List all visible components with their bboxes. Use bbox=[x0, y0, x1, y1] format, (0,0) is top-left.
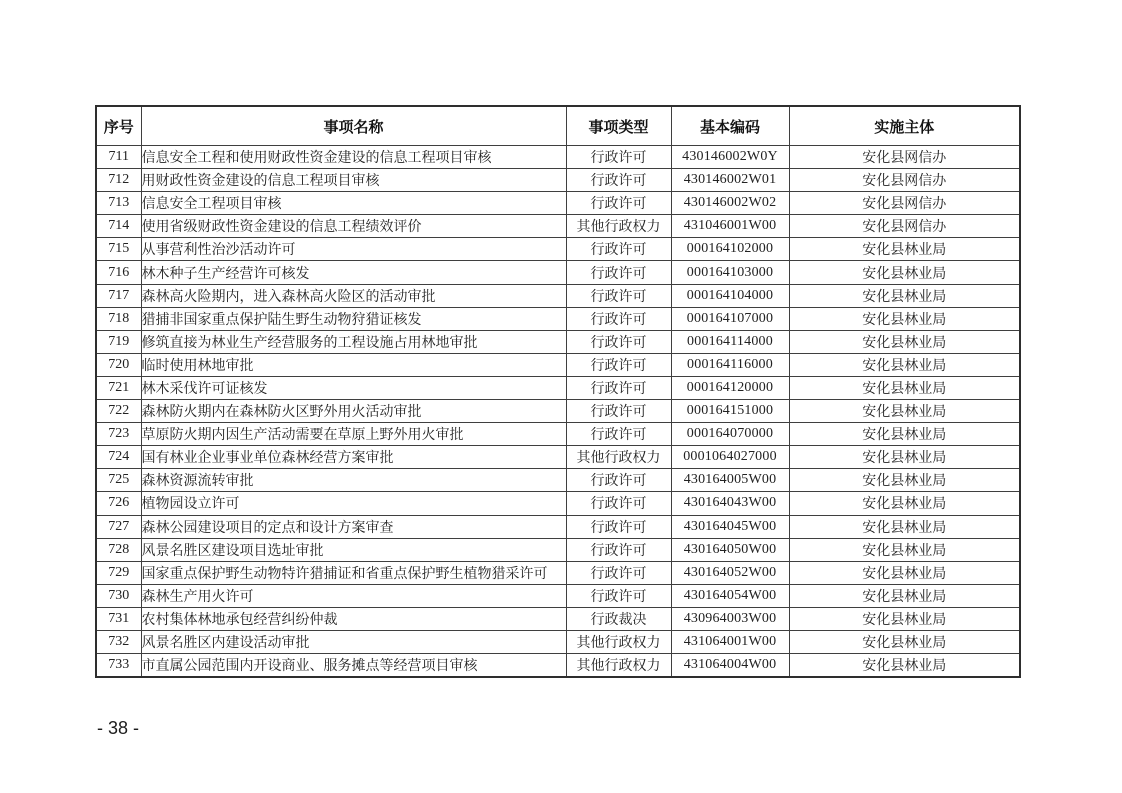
cell-name: 修筑直接为林业生产经营服务的工程设施占用林地审批 bbox=[141, 330, 566, 353]
cell-no: 714 bbox=[96, 215, 141, 238]
cell-name: 猎捕非国家重点保护陆生野生动物狩猎证核发 bbox=[141, 307, 566, 330]
cell-type: 行政许可 bbox=[566, 146, 671, 169]
cell-code: 430164045W00 bbox=[671, 515, 789, 538]
cell-agency: 安化县林业局 bbox=[789, 353, 1020, 376]
cell-name: 草原防火期内因生产活动需要在草原上野外用火审批 bbox=[141, 423, 566, 446]
cell-name: 临时使用林地审批 bbox=[141, 353, 566, 376]
table-row bbox=[96, 400, 1020, 423]
cell-code: 000164116000 bbox=[671, 353, 789, 376]
cell-code: 0001064027000 bbox=[671, 446, 789, 469]
cell-code: 430146002W0Y bbox=[671, 146, 789, 169]
table-row bbox=[96, 169, 1020, 192]
table-row bbox=[96, 561, 1020, 584]
table-row bbox=[96, 376, 1020, 399]
cell-no: 727 bbox=[96, 515, 141, 538]
table-row bbox=[96, 284, 1020, 307]
cell-name: 风景名胜区内建设活动审批 bbox=[141, 630, 566, 653]
cell-code: 000164070000 bbox=[671, 423, 789, 446]
table-row bbox=[96, 584, 1020, 607]
cell-name: 市直属公园范围内开设商业、服务摊点等经营项目审核 bbox=[141, 654, 566, 678]
cell-type: 其他行政权力 bbox=[566, 215, 671, 238]
cell-type: 行政许可 bbox=[566, 400, 671, 423]
cell-type: 行政许可 bbox=[566, 492, 671, 515]
cell-agency: 安化县林业局 bbox=[789, 538, 1020, 561]
cell-type: 行政许可 bbox=[566, 307, 671, 330]
cell-type: 行政许可 bbox=[566, 561, 671, 584]
cell-name: 植物园设立许可 bbox=[141, 492, 566, 515]
table-row bbox=[96, 492, 1020, 515]
cell-code: 000164120000 bbox=[671, 376, 789, 399]
cell-no: 715 bbox=[96, 238, 141, 261]
cell-code: 430164054W00 bbox=[671, 584, 789, 607]
cell-code: 430146002W01 bbox=[671, 169, 789, 192]
cell-agency: 安化县林业局 bbox=[789, 469, 1020, 492]
cell-no: 717 bbox=[96, 284, 141, 307]
cell-name: 农村集体林地承包经营纠纷仲裁 bbox=[141, 607, 566, 630]
table-row bbox=[96, 353, 1020, 376]
cell-agency: 安化县林业局 bbox=[789, 261, 1020, 284]
column-header-name: 事项名称 bbox=[141, 106, 566, 146]
table-row bbox=[96, 146, 1020, 169]
cell-no: 725 bbox=[96, 469, 141, 492]
cell-type: 其他行政权力 bbox=[566, 630, 671, 653]
cell-type: 行政许可 bbox=[566, 353, 671, 376]
cell-name: 国家重点保护野生动物特许猎捕证和省重点保护野生植物猎采许可 bbox=[141, 561, 566, 584]
cell-no: 718 bbox=[96, 307, 141, 330]
cell-agency: 安化县林业局 bbox=[789, 376, 1020, 399]
cell-code: 000164102000 bbox=[671, 238, 789, 261]
cell-no: 711 bbox=[96, 146, 141, 169]
column-header-code: 基本编码 bbox=[671, 106, 789, 146]
cell-name: 森林资源流转审批 bbox=[141, 469, 566, 492]
table-row bbox=[96, 446, 1020, 469]
cell-code: 000164104000 bbox=[671, 284, 789, 307]
cell-type: 行政许可 bbox=[566, 376, 671, 399]
cell-no: 712 bbox=[96, 169, 141, 192]
cell-agency: 安化县林业局 bbox=[789, 284, 1020, 307]
cell-agency: 安化县林业局 bbox=[789, 492, 1020, 515]
table-row bbox=[96, 192, 1020, 215]
cell-name: 森林公园建设项目的定点和设计方案审查 bbox=[141, 515, 566, 538]
cell-agency: 安化县林业局 bbox=[789, 330, 1020, 353]
cell-type: 行政许可 bbox=[566, 584, 671, 607]
cell-code: 000164151000 bbox=[671, 400, 789, 423]
column-header-no: 序号 bbox=[96, 106, 141, 146]
cell-agency: 安化县网信办 bbox=[789, 215, 1020, 238]
cell-no: 723 bbox=[96, 423, 141, 446]
cell-code: 430964003W00 bbox=[671, 607, 789, 630]
cell-name: 信息安全工程项目审核 bbox=[141, 192, 566, 215]
cell-name: 信息安全工程和使用财政性资金建设的信息工程项目审核 bbox=[141, 146, 566, 169]
cell-no: 733 bbox=[96, 654, 141, 678]
cell-agency: 安化县网信办 bbox=[789, 146, 1020, 169]
page-number: - 38 - bbox=[97, 718, 140, 738]
table-row bbox=[96, 630, 1020, 653]
table-body bbox=[96, 146, 1020, 678]
table-row bbox=[96, 238, 1020, 261]
cell-type: 行政许可 bbox=[566, 261, 671, 284]
cell-type: 行政许可 bbox=[566, 330, 671, 353]
cell-code: 000164107000 bbox=[671, 307, 789, 330]
cell-type: 其他行政权力 bbox=[566, 446, 671, 469]
cell-agency: 安化县林业局 bbox=[789, 238, 1020, 261]
cell-name: 使用省级财政性资金建设的信息工程绩效评价 bbox=[141, 215, 566, 238]
cell-no: 729 bbox=[96, 561, 141, 584]
cell-no: 721 bbox=[96, 376, 141, 399]
cell-agency: 安化县林业局 bbox=[789, 607, 1020, 630]
cell-no: 716 bbox=[96, 261, 141, 284]
cell-code: 430146002W02 bbox=[671, 192, 789, 215]
cell-agency: 安化县林业局 bbox=[789, 515, 1020, 538]
cell-no: 719 bbox=[96, 330, 141, 353]
cell-no: 728 bbox=[96, 538, 141, 561]
cell-code: 000164103000 bbox=[671, 261, 789, 284]
table-row bbox=[96, 607, 1020, 630]
cell-agency: 安化县林业局 bbox=[789, 423, 1020, 446]
cell-code: 430164005W00 bbox=[671, 469, 789, 492]
cell-type: 行政许可 bbox=[566, 284, 671, 307]
header-row bbox=[96, 106, 1020, 146]
cell-type: 行政许可 bbox=[566, 238, 671, 261]
cell-name: 国有林业企业事业单位森林经营方案审批 bbox=[141, 446, 566, 469]
cell-name: 从事营利性治沙活动许可 bbox=[141, 238, 566, 261]
cell-code: 431064001W00 bbox=[671, 630, 789, 653]
cell-agency: 安化县林业局 bbox=[789, 584, 1020, 607]
column-header-agency: 实施主体 bbox=[789, 106, 1020, 146]
cell-type: 行政许可 bbox=[566, 169, 671, 192]
cell-type: 行政许可 bbox=[566, 538, 671, 561]
cell-type: 行政裁决 bbox=[566, 607, 671, 630]
cell-code: 430164052W00 bbox=[671, 561, 789, 584]
items-table bbox=[95, 105, 1021, 678]
column-header-type: 事项类型 bbox=[566, 106, 671, 146]
cell-agency: 安化县网信办 bbox=[789, 169, 1020, 192]
cell-no: 731 bbox=[96, 607, 141, 630]
cell-no: 720 bbox=[96, 353, 141, 376]
cell-type: 行政许可 bbox=[566, 423, 671, 446]
table-row bbox=[96, 215, 1020, 238]
cell-name: 林木采伐许可证核发 bbox=[141, 376, 566, 399]
cell-name: 林木种子生产经营许可核发 bbox=[141, 261, 566, 284]
cell-code: 430164050W00 bbox=[671, 538, 789, 561]
cell-agency: 安化县林业局 bbox=[789, 400, 1020, 423]
table-row bbox=[96, 423, 1020, 446]
cell-no: 722 bbox=[96, 400, 141, 423]
cell-agency: 安化县林业局 bbox=[789, 630, 1020, 653]
cell-code: 431064004W00 bbox=[671, 654, 789, 678]
cell-no: 724 bbox=[96, 446, 141, 469]
cell-agency: 安化县林业局 bbox=[789, 561, 1020, 584]
cell-no: 730 bbox=[96, 584, 141, 607]
cell-code: 000164114000 bbox=[671, 330, 789, 353]
table-row bbox=[96, 654, 1020, 678]
table-row bbox=[96, 515, 1020, 538]
cell-no: 732 bbox=[96, 630, 141, 653]
cell-name: 用财政性资金建设的信息工程项目审核 bbox=[141, 169, 566, 192]
table-header bbox=[96, 106, 1020, 146]
table-row bbox=[96, 307, 1020, 330]
table-row bbox=[96, 538, 1020, 561]
cell-type: 行政许可 bbox=[566, 469, 671, 492]
cell-no: 726 bbox=[96, 492, 141, 515]
table-row bbox=[96, 330, 1020, 353]
cell-name: 森林高火险期内，进入森林高火险区的活动审批 bbox=[141, 284, 566, 307]
cell-type: 其他行政权力 bbox=[566, 654, 671, 678]
cell-agency: 安化县林业局 bbox=[789, 446, 1020, 469]
cell-type: 行政许可 bbox=[566, 192, 671, 215]
cell-type: 行政许可 bbox=[566, 515, 671, 538]
table-row bbox=[96, 261, 1020, 284]
cell-agency: 安化县网信办 bbox=[789, 192, 1020, 215]
cell-agency: 安化县林业局 bbox=[789, 654, 1020, 678]
cell-code: 430164043W00 bbox=[671, 492, 789, 515]
cell-name: 森林防火期内在森林防火区野外用火活动审批 bbox=[141, 400, 566, 423]
cell-name: 森林生产用火许可 bbox=[141, 584, 566, 607]
cell-code: 431046001W00 bbox=[671, 215, 789, 238]
cell-agency: 安化县林业局 bbox=[789, 307, 1020, 330]
cell-no: 713 bbox=[96, 192, 141, 215]
cell-name: 风景名胜区建设项目选址审批 bbox=[141, 538, 566, 561]
table-row bbox=[96, 469, 1020, 492]
